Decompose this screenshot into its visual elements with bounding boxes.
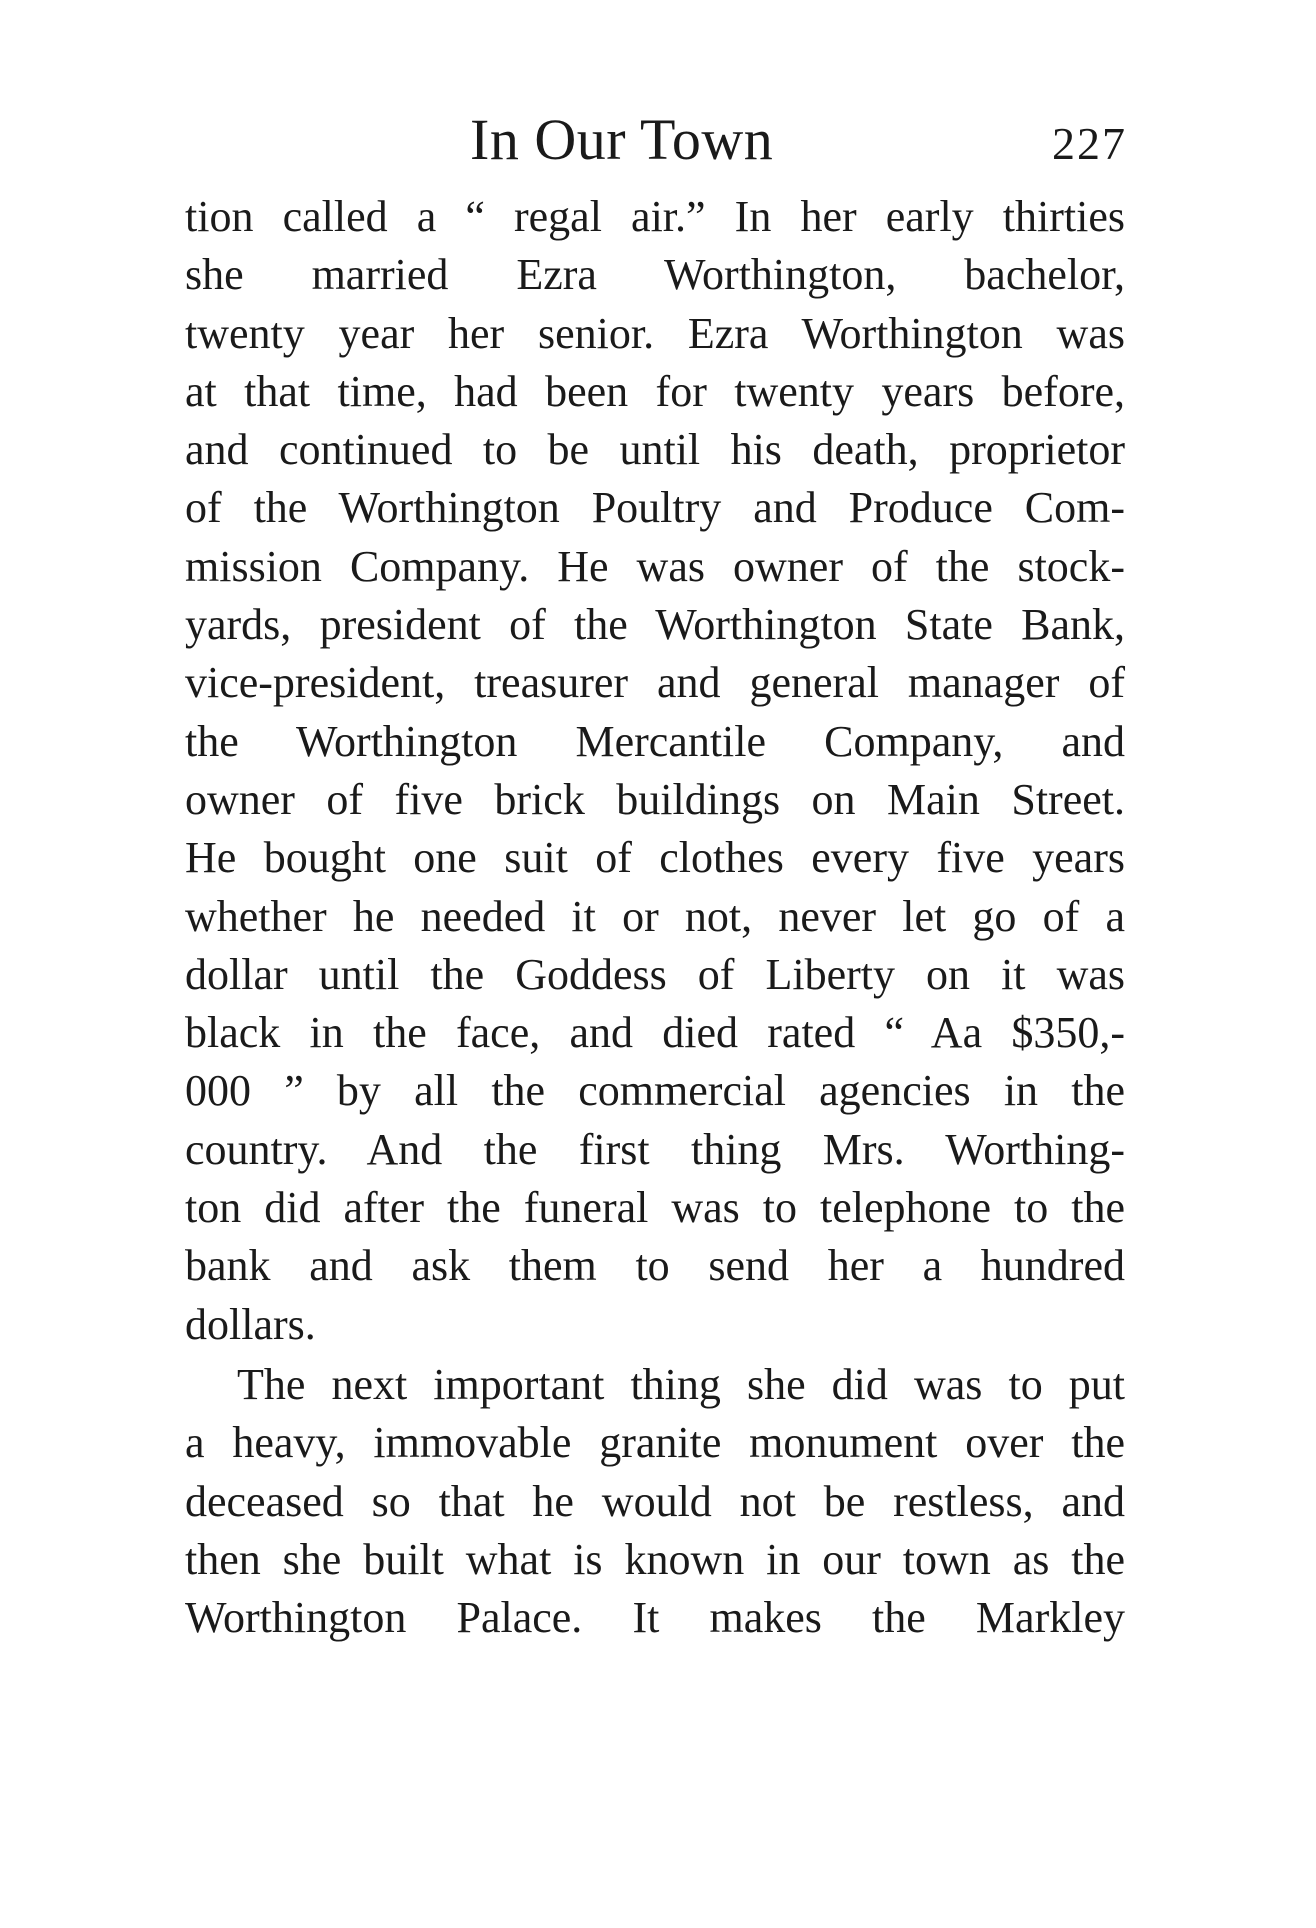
body-text — [185, 188, 1125, 1647]
paragraph-1 — [185, 188, 1125, 1354]
text-line: twenty year her senior. Ezra Worthington was — [185, 308, 1125, 358]
text-line: ton did after the funeral was to telephone to the — [185, 1183, 1125, 1233]
text-line: then she built what is known in our town as the — [185, 1534, 1125, 1584]
text-line: and continued to be until his death, proprietor — [185, 425, 1125, 475]
text-line: black in the face, and died rated “ Aa $350,- — [185, 1008, 1125, 1058]
text-line: vice-president, treasurer and general manager of — [185, 658, 1125, 708]
text-line: a heavy, immovable granite monument over the — [185, 1418, 1125, 1468]
text-line: mission Company. He was owner of the stock- — [185, 541, 1125, 591]
text-line: He bought one suit of clothes every five years — [185, 833, 1125, 883]
page-number: 227 — [1052, 118, 1127, 169]
text-line: 000 ” by all the commercial agencies in the — [185, 1066, 1125, 1116]
text-line: Worthington Palace. It makes the Markley — [185, 1593, 1125, 1643]
text-line: country. And the first thing Mrs. Worthing- — [185, 1124, 1125, 1174]
paragraph-2 — [185, 1356, 1125, 1647]
text-line: dollar until the Goddess of Liberty on it was — [185, 949, 1125, 999]
text-line: at that time, had been for twenty years before, — [185, 366, 1125, 416]
text-line: the Worthington Mercantile Company, and — [185, 716, 1125, 766]
text-line: owner of five brick buildings on Main Street. — [185, 774, 1125, 824]
text-line: tion called a “ regal air.” In her early thirties — [185, 192, 1125, 241]
page-header — [185, 105, 1135, 175]
text-line: The next important thing she did was to put — [237, 1359, 1125, 1409]
text-line: bank and ask them to send her a hundred — [185, 1241, 1125, 1291]
text-line: of the Worthington Poultry and Produce Com- — [185, 483, 1125, 533]
text-line: yards, president of the Worthington State Bank, — [185, 600, 1125, 650]
text-line: dollars. — [185, 1299, 316, 1349]
text-line: whether he needed it or not, never let go of a — [185, 891, 1125, 941]
running-title: In Our Town — [470, 107, 774, 172]
text-line: she married Ezra Worthington, bachelor, — [185, 250, 1125, 300]
text-line: deceased so that he would not be restless, and — [185, 1476, 1125, 1526]
